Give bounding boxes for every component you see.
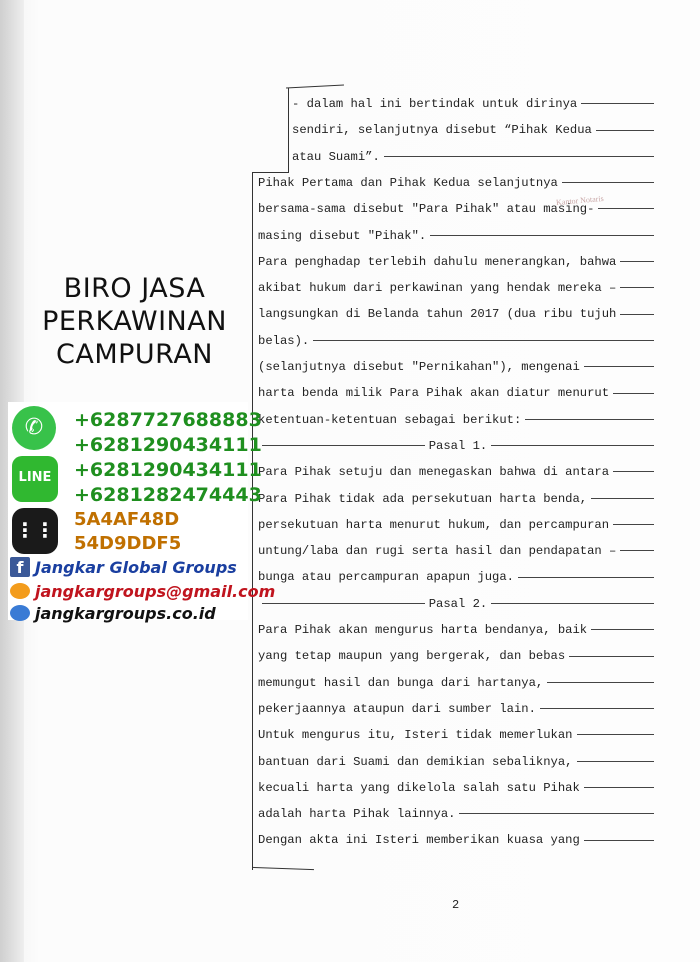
document-line-text: Pasal 1. [428, 438, 488, 453]
document-line [258, 775, 658, 801]
dash-fill [262, 603, 425, 604]
document-line-text: yang tetap maupun yang bergerak, dan bebas [258, 649, 566, 664]
document-line-text: kecuali harta yang dikelola salah satu Pihak [258, 780, 580, 795]
document-line-text: Para Pihak tidak ada persekutuan harta benda, [258, 491, 588, 506]
email-row[interactable] [10, 580, 275, 602]
document-line [258, 407, 658, 433]
dash-fill [262, 445, 425, 446]
phone-number[interactable]: +6281290434111 [74, 459, 262, 481]
dash-fill [591, 498, 654, 499]
dash-fill [313, 340, 654, 341]
document-line-text: langsungkan di Belanda tahun 2017 (dua ribu tujuh [258, 307, 617, 322]
document-line [258, 223, 658, 249]
document-line-text: belas). [258, 333, 310, 348]
document-line [258, 486, 658, 512]
notary-stamp: Kantor Notaris [555, 193, 605, 208]
upper-margin-line [288, 88, 289, 172]
document-line-text: pekerjaannya ataupun dari sumber lain. [258, 701, 536, 716]
document-line-text: bunga atau percampuran apapun juga. [258, 570, 514, 585]
document-line [292, 91, 658, 117]
website-row[interactable] [10, 602, 216, 624]
facebook-icon: f [10, 557, 30, 577]
phone-number[interactable]: +6281290434111 [74, 434, 262, 456]
dash-fill [620, 550, 654, 551]
top-margin-bracket [286, 84, 344, 88]
document-line-text: atau Suami”. [292, 149, 380, 164]
document-line-text: persekutuan harta menurut hukum, dan percampuran [258, 517, 610, 532]
document-line-text: Para Pihak setuju dan menegaskan bahwa di antara [258, 465, 610, 480]
document-line-text: Para Pihak akan mengurus harta bendanya, baik [258, 623, 588, 637]
document-line-text: Para penghadap terlebih dahulu menerangkan, bahwa [258, 254, 617, 269]
document-line-text: bersama-sama disebut "Para Pihak" atau masing- [258, 202, 595, 217]
document-line-text: Pihak Pertama dan Pihak Kedua selanjutnya [258, 175, 558, 190]
document-line [258, 275, 658, 301]
dash-fill [577, 761, 654, 762]
dash-fill [620, 261, 654, 262]
dash-fill [577, 734, 654, 735]
document-line [258, 827, 658, 853]
dash-fill [584, 787, 654, 788]
dash-fill [459, 813, 654, 814]
facebook-row[interactable] [10, 556, 237, 578]
dash-fill [596, 130, 654, 131]
document-line [258, 670, 658, 696]
dash-fill [613, 393, 654, 394]
document-line [258, 564, 658, 590]
whatsapp-icon: ✆ [12, 406, 56, 450]
article-heading [258, 591, 658, 617]
document-line-text: masing disebut "Pihak". [258, 228, 427, 243]
dash-fill [491, 603, 654, 604]
document-line-text: adalah harta Pihak lainnya. [258, 807, 456, 822]
line-icon: LINE [12, 456, 58, 502]
dash-fill [591, 629, 654, 630]
dash-fill [540, 708, 654, 709]
email-address[interactable]: jangkargroups@gmail.com [35, 581, 276, 601]
document-line [258, 538, 658, 564]
dash-fill [620, 314, 654, 315]
ad-title-line: PERKAWINAN [42, 306, 227, 337]
document-line-text: Untuk mengurus itu, Isteri tidak memerlukan [258, 728, 573, 743]
document-line [258, 801, 658, 827]
document-line-text: harta benda milik Para Pihak akan diatur menurut [258, 386, 610, 401]
dash-fill [584, 840, 654, 841]
bb-pin[interactable]: 54D9DDF5 [74, 533, 182, 554]
page-number: 2 [452, 898, 460, 912]
dash-fill [598, 208, 654, 209]
document-line [258, 328, 658, 354]
document-line [258, 512, 658, 538]
dash-fill [491, 445, 654, 446]
document-line [258, 459, 658, 485]
document-line [258, 380, 658, 406]
document-line [258, 722, 658, 748]
dash-fill [581, 103, 654, 104]
dash-fill [613, 471, 654, 472]
bb-pin[interactable]: 5A4AF48D [74, 509, 180, 530]
document-line [292, 144, 658, 170]
document-line [292, 117, 658, 143]
article-heading [258, 433, 658, 459]
phone-number[interactable]: +6287727688883 [74, 409, 262, 431]
website-address[interactable]: jangkargroups.co.id [35, 603, 216, 623]
document-line-text: Pasal 2. [428, 596, 488, 611]
document-line [258, 354, 658, 380]
ad-title-line: BIRO JASA [63, 273, 206, 304]
ad-title [12, 272, 257, 371]
document-line [258, 193, 658, 222]
phone-number[interactable]: +6281282474443 [74, 484, 262, 506]
document-line [258, 617, 658, 643]
facebook-name[interactable]: Jangkar Global Groups [35, 557, 237, 577]
dash-fill [613, 524, 654, 525]
dash-fill [547, 682, 654, 683]
document-line-text: akibat hukum dari perkawinan yang hendak mereka – [258, 281, 617, 296]
dash-fill [384, 156, 654, 157]
document-line [258, 170, 658, 196]
document-line [258, 249, 658, 275]
dash-fill [430, 235, 654, 236]
dash-fill [525, 419, 654, 420]
dash-fill [569, 656, 654, 657]
document-line [258, 749, 658, 775]
bottom-margin-bracket [252, 867, 314, 870]
document-line-text: Dengan akta ini Isteri memberikan kuasa yang [258, 833, 580, 848]
dash-fill [562, 182, 654, 183]
document-line-text: sendiri, selanjutnya disebut “Pihak Kedua [292, 123, 592, 138]
document-line-text: (selanjutnya disebut "Pernikahan"), mengenai [258, 360, 580, 374]
document-line-text: memungut hasil dan bunga dari hartanya, [258, 675, 544, 690]
document-line [258, 696, 658, 722]
document-line-text: - dalam hal ini bertindak untuk dirinya [292, 97, 578, 111]
dash-fill [584, 366, 654, 367]
document-line-text: bantuan dari Suami dan demikian sebaliknya, [258, 754, 573, 769]
blackberry-icon: ⋮⋮ [12, 508, 58, 554]
gmail-icon [10, 583, 30, 599]
document-line [258, 643, 658, 669]
ad-title-line: CAMPURAN [56, 339, 213, 370]
web-icon [10, 605, 30, 621]
document-line-text: untung/laba dan rugi serta hasil dan pendapatan – [258, 544, 617, 559]
document-line [258, 301, 658, 327]
dash-fill [620, 287, 654, 288]
document-line-text: ketentuan-ketentuan sebagai berikut: [258, 412, 522, 427]
dash-fill [518, 577, 654, 578]
